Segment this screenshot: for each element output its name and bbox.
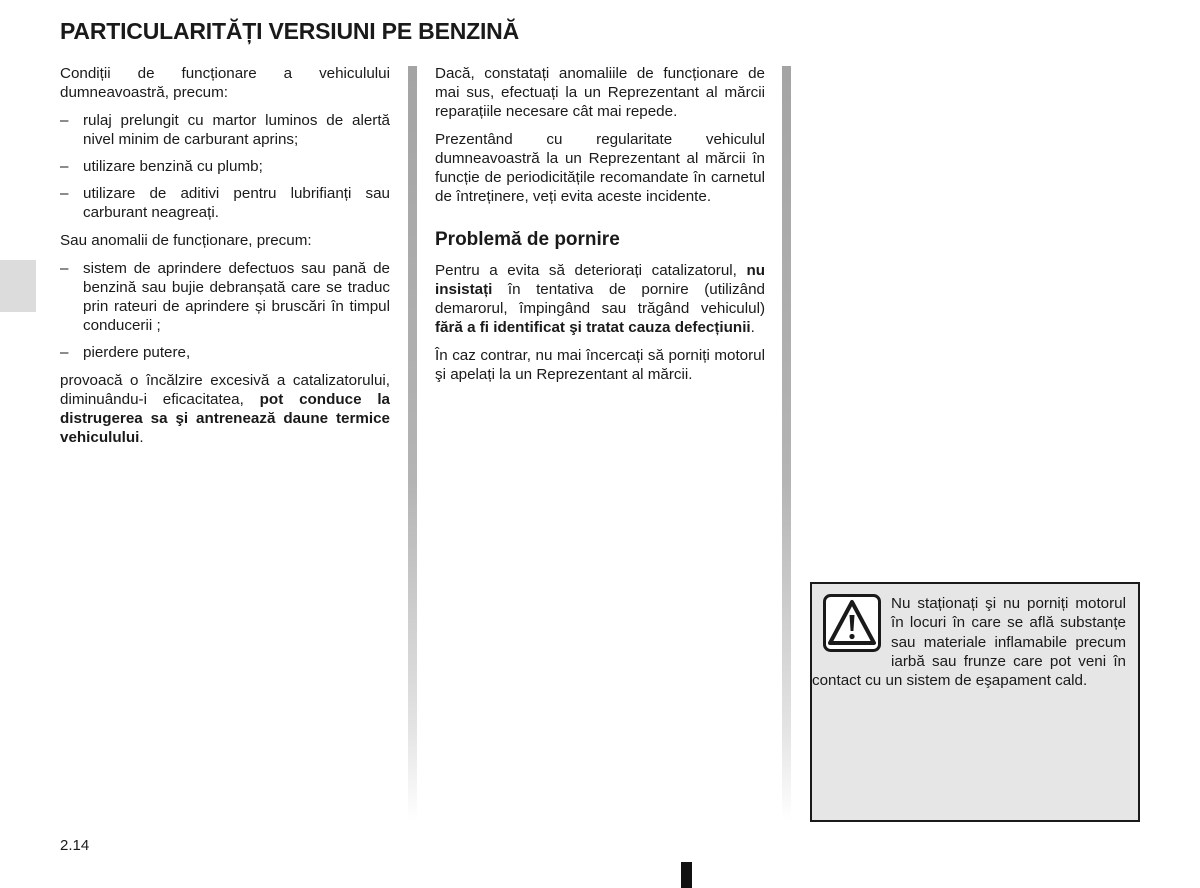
- warning-text: Nu staționați şi nu porniți motorul în locuri în care se află substanțe sau materiale inflamabile precum iarbă sau frunze care pot veni în contact cu un sistem de eşapament cald.: [812, 595, 1126, 690]
- starting-bold-2: fără a fi identificat şi tratat cauza defecțiunii: [435, 319, 751, 336]
- column-middle: [435, 64, 765, 393]
- starting-text-mid: în tentativa de pornire (utilizând demarorul, împingând sau trăgând vehiculul): [435, 281, 765, 317]
- consequence-paragraph: [60, 371, 390, 447]
- list-item-text: utilizare de aditivi pentru lubrifianți sau carburant neagreați.: [83, 185, 390, 221]
- list-item-text: pierdere putere,: [83, 344, 191, 361]
- anomalies-list: [60, 259, 390, 362]
- anomalies-intro: Sau anomalii de funcționare, precum:: [60, 232, 312, 249]
- warning-box: [810, 582, 1140, 822]
- column-divider-1: [408, 66, 417, 821]
- repair-paragraph: Dacă, constatați anomaliile de funcționare de mai sus, efectuați la un Reprezentant al mărcii reparațiile necesare cât mai repede.: [435, 65, 765, 120]
- conditions-list: [60, 111, 390, 222]
- warning-triangle-icon: [823, 594, 881, 652]
- list-item-text: utilizare benzină cu plumb;: [83, 158, 263, 175]
- starting-text-start: Pentru a evita să deteriorați catalizatorul,: [435, 262, 747, 279]
- consequence-bold-text: pot conduce la distrugerea sa şi antrenează daune termice vehiculului: [60, 391, 390, 446]
- chapter-tab-marker: [0, 260, 36, 312]
- column-divider-2: [782, 66, 791, 821]
- footer-marker: [681, 862, 692, 888]
- section-heading: Problemă de pornire: [435, 229, 620, 250]
- list-item-text: sistem de aprindere defectuos sau pană de benzină sau bujie debranșată care se traduc prin rateuri de aprindere și bruscări în timpul conducerii ;: [83, 260, 390, 334]
- list-item: – pierdere putere,: [60, 344, 191, 361]
- starting-bold-1: nu insistați: [435, 262, 765, 298]
- list-item: – utilizare de aditivi pentru lubrifianți sau carburant neagreați.: [60, 185, 390, 221]
- column-left: [60, 64, 390, 456]
- starting-paragraph: [435, 261, 765, 337]
- maintenance-paragraph: Prezentând cu regularitate vehiculul dumneavoastră la un Reprezentant al mărcii în funcție de periodicitățile recomandate în carnetul de întreținere, veți evita aceste incidente.: [435, 131, 765, 205]
- consequence-text: provoacă o încălzire excesivă a catalizatorului, diminuându-i eficacitatea,: [60, 372, 390, 408]
- starting-text-end: .: [750, 319, 755, 336]
- contrary-paragraph: În caz contrar, nu mai încercați să porniți motorul şi apelați la un Reprezentant al mărcii.: [435, 347, 765, 383]
- intro-paragraph: Condiții de funcționare a vehiculului dumneavoastră, precum:: [60, 65, 390, 101]
- list-item: – utilizare benzină cu plumb;: [60, 158, 263, 175]
- page-number: 2.14: [60, 837, 90, 854]
- consequence-end: .: [139, 429, 144, 446]
- list-item: – sistem de aprindere defectuos sau pană de benzină sau bujie debranșată care se traduc prin rateuri de aprindere și bruscări în timpul conducerii ;: [60, 260, 390, 334]
- page-title: PARTICULARITĂȚI VERSIUNI PE BENZINĂ: [60, 18, 519, 44]
- list-item: – rulaj prelungit cu martor luminos de alertă nivel minim de carburant aprins;: [60, 112, 390, 148]
- list-item-text: rulaj prelungit cu martor luminos de alertă nivel minim de carburant aprins;: [83, 112, 390, 148]
